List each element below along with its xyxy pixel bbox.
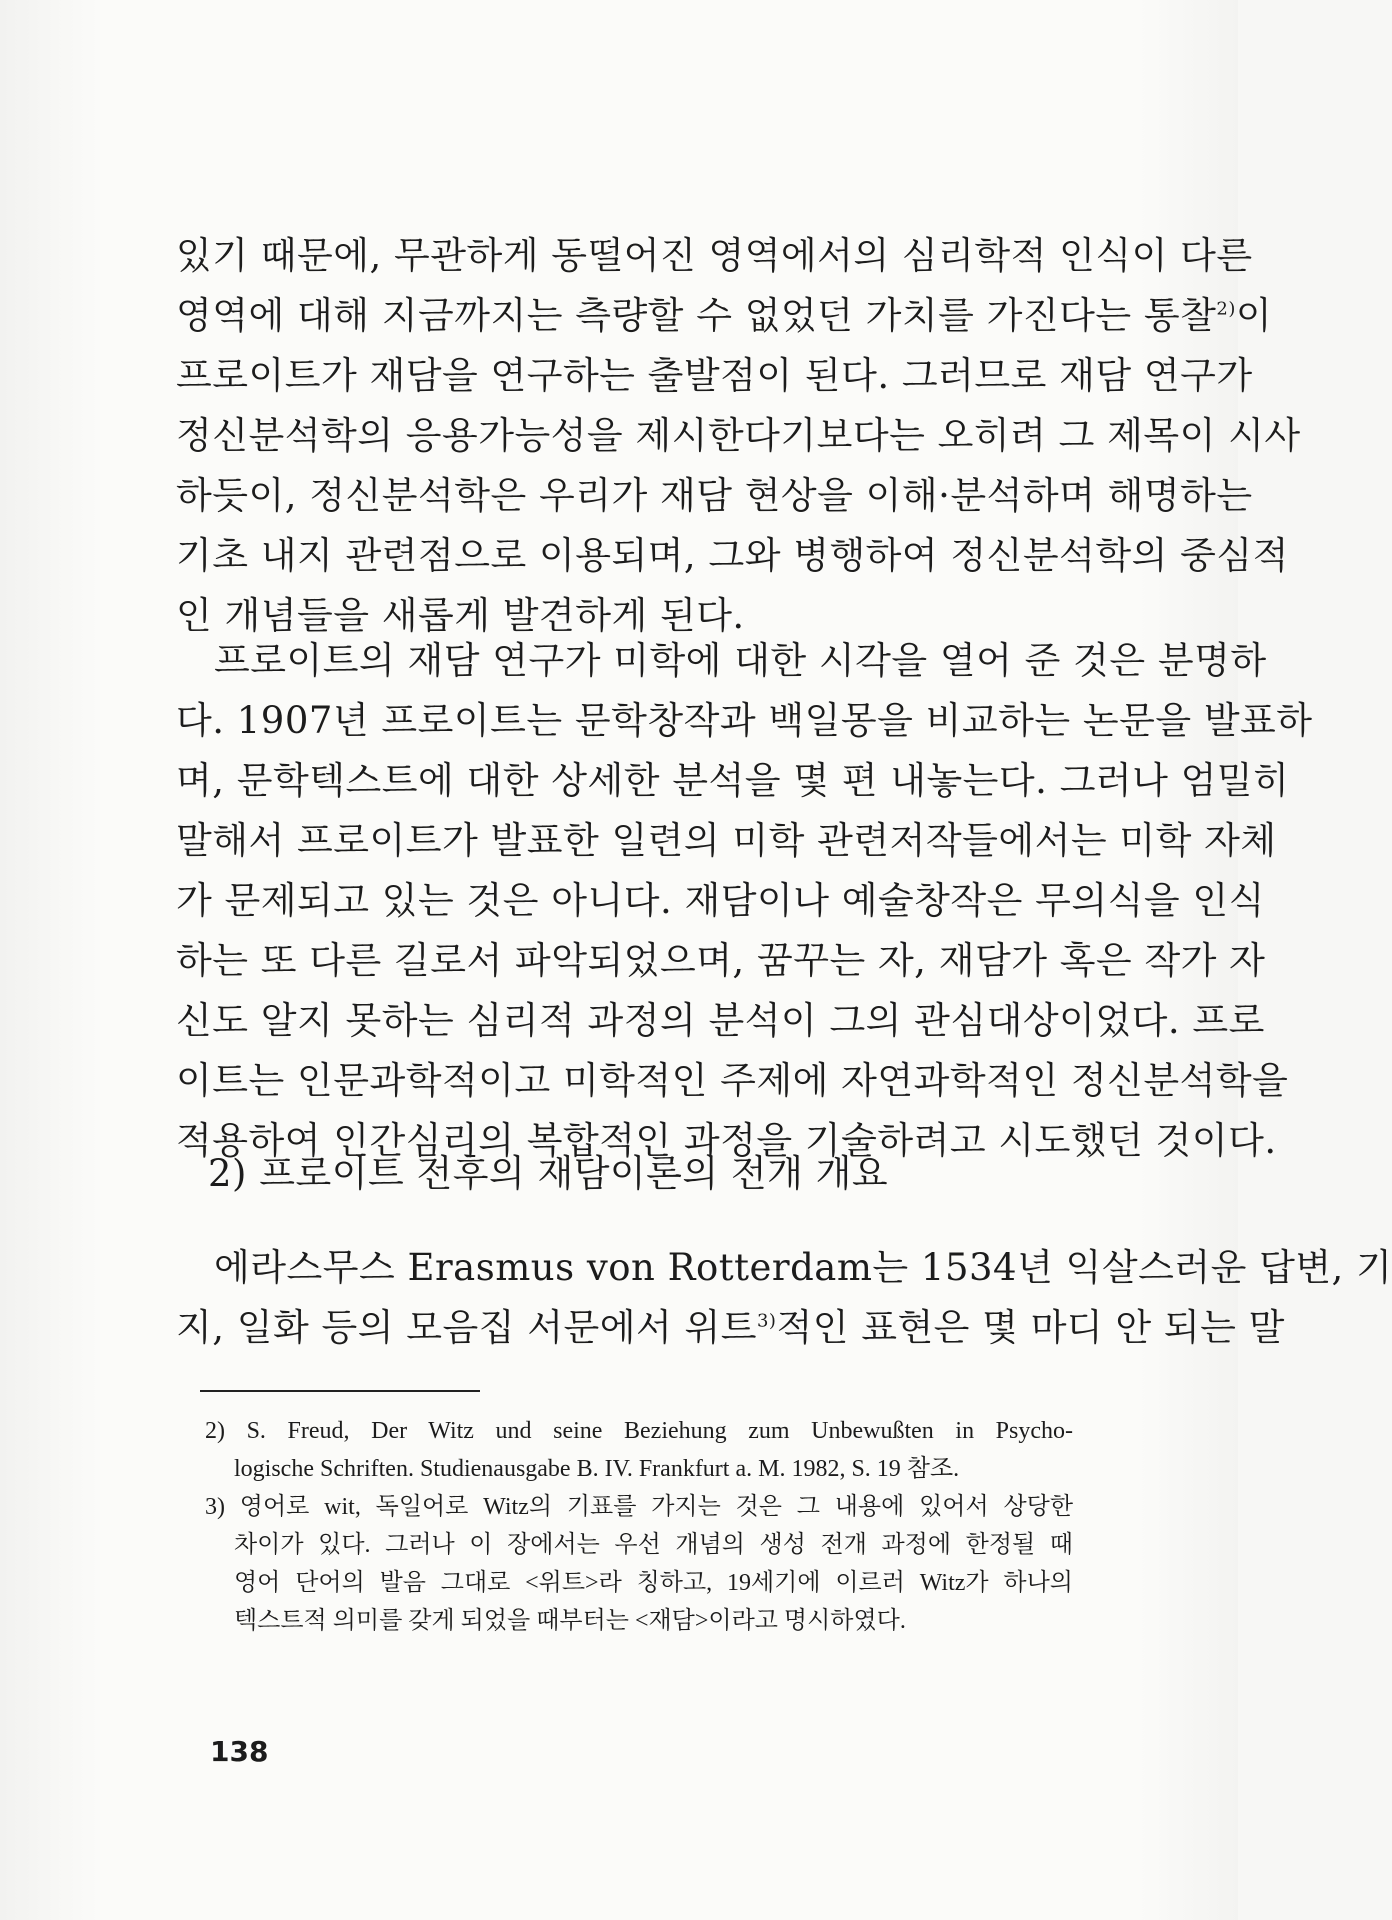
paragraph-1 bbox=[176, 226, 1301, 646]
text-line-tail: 이 bbox=[1235, 294, 1273, 337]
text-line: 정신분석학의 응용가능성을 제시한다기보다는 오히려 그 제목이 시사 bbox=[176, 414, 1301, 457]
text-line: 프로이트가 재담을 연구하는 출발점이 된다. 그러므로 재담 연구가 bbox=[176, 354, 1253, 397]
text-line: 있기 때문에, 무관하게 동떨어진 영역에서의 심리학적 인식이 다른 bbox=[176, 234, 1253, 277]
text-line: 이트는 인문과학적이고 미학적인 주제에 자연과학적인 정신분석학을 bbox=[176, 1059, 1289, 1102]
text-line-content: 지, 일화 등의 모음집 서문에서 위트 bbox=[176, 1306, 757, 1349]
footnote-line: 2) S. Freud, Der Witz und seine Beziehung zum Unbewußten in Psycho- bbox=[205, 1418, 1073, 1444]
text-line: 적용하여 인간심리의 복합적인 과정을 기술하려고 시도했던 것이다. bbox=[176, 1119, 1277, 1162]
text-line: 다. 1907년 프로이트는 문학창작과 백일몽을 비교하는 논문을 발표하 bbox=[176, 699, 1313, 742]
footnote-ref-2[interactable]: 2) bbox=[1216, 298, 1236, 320]
text-line: 가 문제되고 있는 것은 아니다. 재담이나 예술창작은 무의식을 인식 bbox=[176, 879, 1265, 922]
paragraph-2 bbox=[176, 631, 1313, 1171]
footnote-line: logische Schriften. Studienausgabe B. IV. Frankfurt a. M. 1982, S. 19 참조. bbox=[234, 1456, 960, 1482]
text-line-tail: 적인 표현은 몇 마디 안 되는 말 bbox=[776, 1306, 1285, 1349]
text-line-with-footnote bbox=[176, 1298, 1285, 1358]
section-heading: 2) 프로이트 전후의 재담이론의 전개 개요 bbox=[208, 1152, 889, 1195]
text-line-content: 영역에 대해 지금까지는 측량할 수 없었던 가치를 가진다는 통찰 bbox=[176, 294, 1217, 337]
footnote-line: 텍스트적 의미를 갖게 되었을 때부터는 <재담>이라고 명시하였다. bbox=[234, 1608, 906, 1634]
text-line: 인 개념들을 새롭게 발견하게 된다. bbox=[176, 594, 745, 637]
footnote-ref-3[interactable]: 3) bbox=[756, 1310, 777, 1332]
text-line: 하듯이, 정신분석학은 우리가 재담 현상을 이해·분석하며 해명하는 bbox=[176, 474, 1253, 517]
text-line: 기초 내지 관련점으로 이용되며, 그와 병행하여 정신분석학의 중심적 bbox=[176, 534, 1289, 577]
text-line: 신도 알지 못하는 심리적 과정의 분석이 그의 관심대상이었다. 프로 bbox=[176, 999, 1265, 1042]
text-line: 말해서 프로이트가 발표한 일련의 미학 관련저작들에서는 미학 자체 bbox=[176, 819, 1277, 862]
footnotes bbox=[205, 1412, 1073, 1640]
text-line: 며, 문학텍스트에 대한 상세한 분석을 몇 편 내놓는다. 그러나 엄밀히 bbox=[176, 759, 1290, 802]
text-line: 에라스무스 Erasmus von Rotterdam는 1534년 익살스러운 답변, 기 bbox=[214, 1246, 1392, 1289]
paragraph-3 bbox=[176, 1238, 1392, 1358]
text-line: 하는 또 다른 길로서 파악되었으며, 꿈꾸는 자, 재담가 혹은 작가 자 bbox=[176, 939, 1266, 982]
footnote-divider bbox=[200, 1390, 480, 1392]
text-line: 프로이트의 재담 연구가 미학에 대한 시각을 열어 준 것은 분명하 bbox=[214, 639, 1267, 682]
footnote-line: 3) 영어로 wit, 독일어로 Witz의 기표를 가지는 것은 그 내용에 있어서 상당한 bbox=[205, 1494, 1073, 1520]
footnote-line: 영어 단어의 발음 그대로 <위트>라 칭하고, 19세기에 이르러 Witz가 하나의 bbox=[234, 1570, 1073, 1596]
text-line-with-footnote bbox=[176, 286, 1273, 346]
footnote-line: 차이가 있다. 그러나 이 장에서는 우선 개념의 생성 전개 과정에 한정될 때 bbox=[234, 1532, 1073, 1558]
page-number: 138 bbox=[210, 1735, 269, 1768]
